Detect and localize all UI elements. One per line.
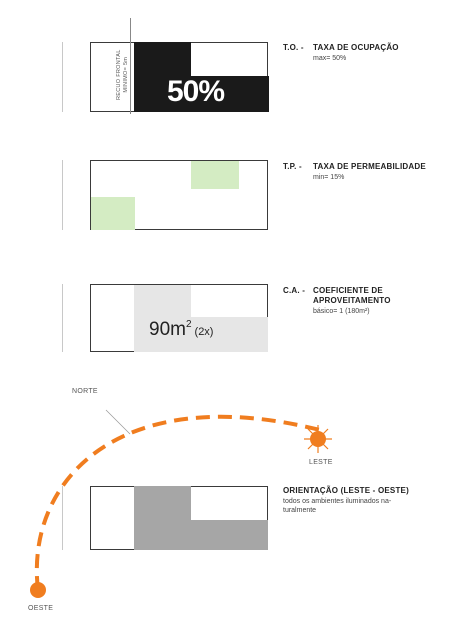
setback-label [116, 49, 130, 100]
built-area-value [149, 319, 213, 341]
occupancy-percent: 50% [167, 75, 225, 108]
to-title: TAXA DE OCUPAÇÃO [313, 43, 399, 52]
setback-line-2: MINIMO= 5m [123, 56, 129, 93]
lot-edge-line [62, 486, 63, 550]
tp-sub: min= 15% [313, 174, 345, 181]
area-multiplier: (2x) [194, 326, 214, 338]
permeable-area [91, 197, 135, 230]
setback-line-1: RECUO FRONTAL [116, 49, 122, 100]
orientation-title: ORIENTAÇÃO (LESTE - OESTE) [283, 486, 409, 495]
north-label: NORTE [72, 388, 98, 395]
setback-divider [130, 18, 131, 114]
to-code: T.O. - [283, 43, 304, 52]
utilization-lot [90, 284, 268, 352]
building-footprint [134, 520, 268, 550]
orientation-sub-line-2: turalmente [283, 507, 317, 514]
sun-icon [304, 425, 332, 453]
west-sun-dot [30, 582, 46, 598]
tp-code: T.P. - [283, 162, 302, 171]
lot-edge-line [62, 160, 63, 230]
north-line [106, 410, 130, 434]
west-label: OESTE [28, 605, 54, 612]
ca-title-line-1: COEFICIENTE DE [313, 286, 383, 295]
area-number: 90m [149, 319, 186, 340]
ca-code: C.A. - [283, 286, 306, 295]
orientation-sub-line-1: todos os ambientes iluminados na- [283, 498, 392, 505]
tp-title: TAXA DE PERMEABILIDADE [313, 162, 426, 171]
to-sub: max= 50% [313, 55, 347, 62]
lot-edge-line [62, 42, 63, 112]
permeable-area [191, 161, 239, 189]
orientation-lot [90, 486, 268, 550]
permeability-lot [90, 160, 268, 230]
ca-sub: básico= 1 (180m²) [313, 308, 370, 315]
east-label: LESTE [309, 459, 333, 466]
lot-edge-line [62, 284, 63, 352]
area-unit-exponent: 2 [185, 319, 192, 330]
ca-title-line-2: APROVEITAMENTO [313, 296, 391, 305]
